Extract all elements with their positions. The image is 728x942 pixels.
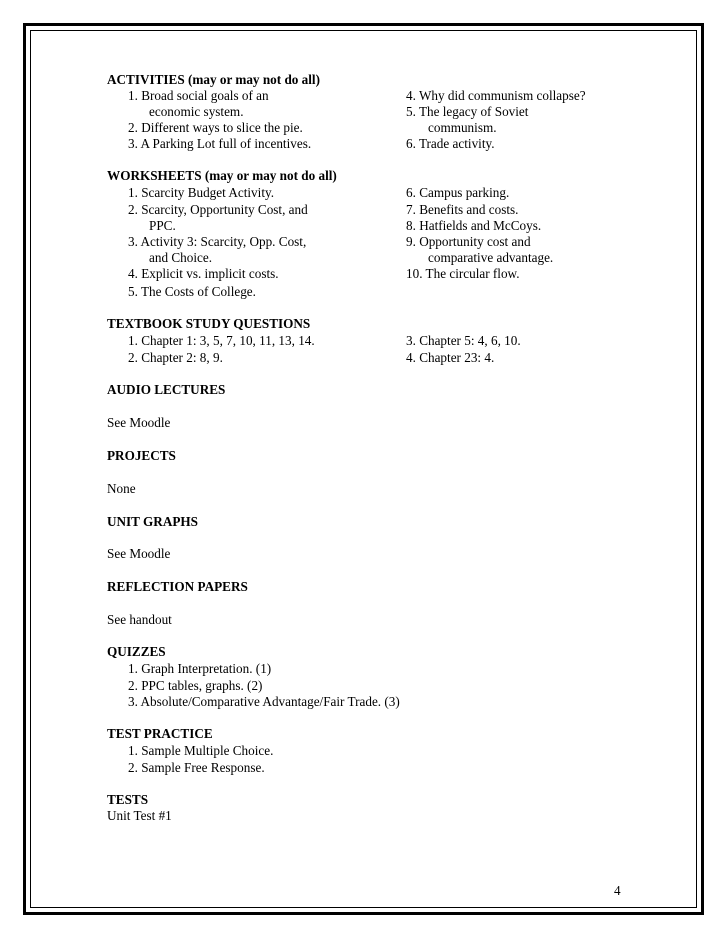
worksheets-item: 8. Hatfields and McCoys. xyxy=(406,218,542,233)
textbook-item: 3. Chapter 5: 4, 6, 10. xyxy=(406,333,521,348)
projects-text: None xyxy=(107,481,136,496)
activities-item-cont: economic system. xyxy=(149,104,244,119)
activities-item-cont: communism. xyxy=(428,120,497,135)
worksheets-item-cont: PPC. xyxy=(149,218,176,233)
activities-item: 1. Broad social goals of an xyxy=(128,88,269,103)
reflection-text: See handout xyxy=(107,612,172,627)
worksheets-heading: WORKSHEETS (may or may not do all) xyxy=(107,168,337,183)
practice-heading: TEST PRACTICE xyxy=(107,726,213,741)
activities-item: 5. The legacy of Soviet xyxy=(406,104,529,119)
projects-heading: PROJECTS xyxy=(107,448,176,463)
worksheets-item-cont: and Choice. xyxy=(149,250,212,265)
worksheets-item: 10. The circular flow. xyxy=(406,266,520,281)
graphs-heading: UNIT GRAPHS xyxy=(107,514,198,529)
worksheets-item: 6. Campus parking. xyxy=(406,185,510,200)
worksheets-item: 1. Scarcity Budget Activity. xyxy=(128,185,275,200)
practice-item: 2. Sample Free Response. xyxy=(128,760,265,775)
activities-item: 2. Different ways to slice the pie. xyxy=(128,120,303,135)
activities-item: 3. A Parking Lot full of incentives. xyxy=(128,136,312,151)
practice-item: 1. Sample Multiple Choice. xyxy=(128,743,274,758)
quizzes-item: 3. Absolute/Comparative Advantage/Fair Trade. (3) xyxy=(128,694,400,709)
audio-heading: AUDIO LECTURES xyxy=(107,382,226,397)
textbook-item: 1. Chapter 1: 3, 5, 7, 10, 11, 13, 14. xyxy=(128,333,315,348)
textbook-item: 2. Chapter 2: 8, 9. xyxy=(128,350,223,365)
worksheets-item: 3. Activity 3: Scarcity, Opp. Cost, xyxy=(128,234,307,249)
worksheets-item: 9. Opportunity cost and xyxy=(406,234,531,249)
activities-item: 6. Trade activity. xyxy=(406,136,495,151)
textbook-heading: TEXTBOOK STUDY QUESTIONS xyxy=(107,316,311,331)
quizzes-item: 2. PPC tables, graphs. (2) xyxy=(128,678,263,693)
textbook-item: 4. Chapter 23: 4. xyxy=(406,350,495,365)
activities-heading: ACTIVITIES (may or may not do all) xyxy=(107,72,320,87)
page-number: 4 xyxy=(614,883,621,898)
graphs-text: See Moodle xyxy=(107,546,171,561)
worksheets-item: 2. Scarcity, Opportunity Cost, and xyxy=(128,202,308,217)
quizzes-item: 1. Graph Interpretation. (1) xyxy=(128,661,272,676)
quizzes-heading: QUIZZES xyxy=(107,644,166,659)
tests-heading: TESTS xyxy=(107,792,149,807)
reflection-heading: REFLECTION PAPERS xyxy=(107,579,248,594)
worksheets-item: 7. Benefits and costs. xyxy=(406,202,519,217)
activities-item: 4. Why did communism collapse? xyxy=(406,88,586,103)
worksheets-item: 4. Explicit vs. implicit costs. xyxy=(128,266,279,281)
audio-text: See Moodle xyxy=(107,415,171,430)
worksheets-item-cont: comparative advantage. xyxy=(428,250,554,265)
tests-text: Unit Test #1 xyxy=(107,808,172,823)
worksheets-item: 5. The Costs of College. xyxy=(128,284,256,299)
